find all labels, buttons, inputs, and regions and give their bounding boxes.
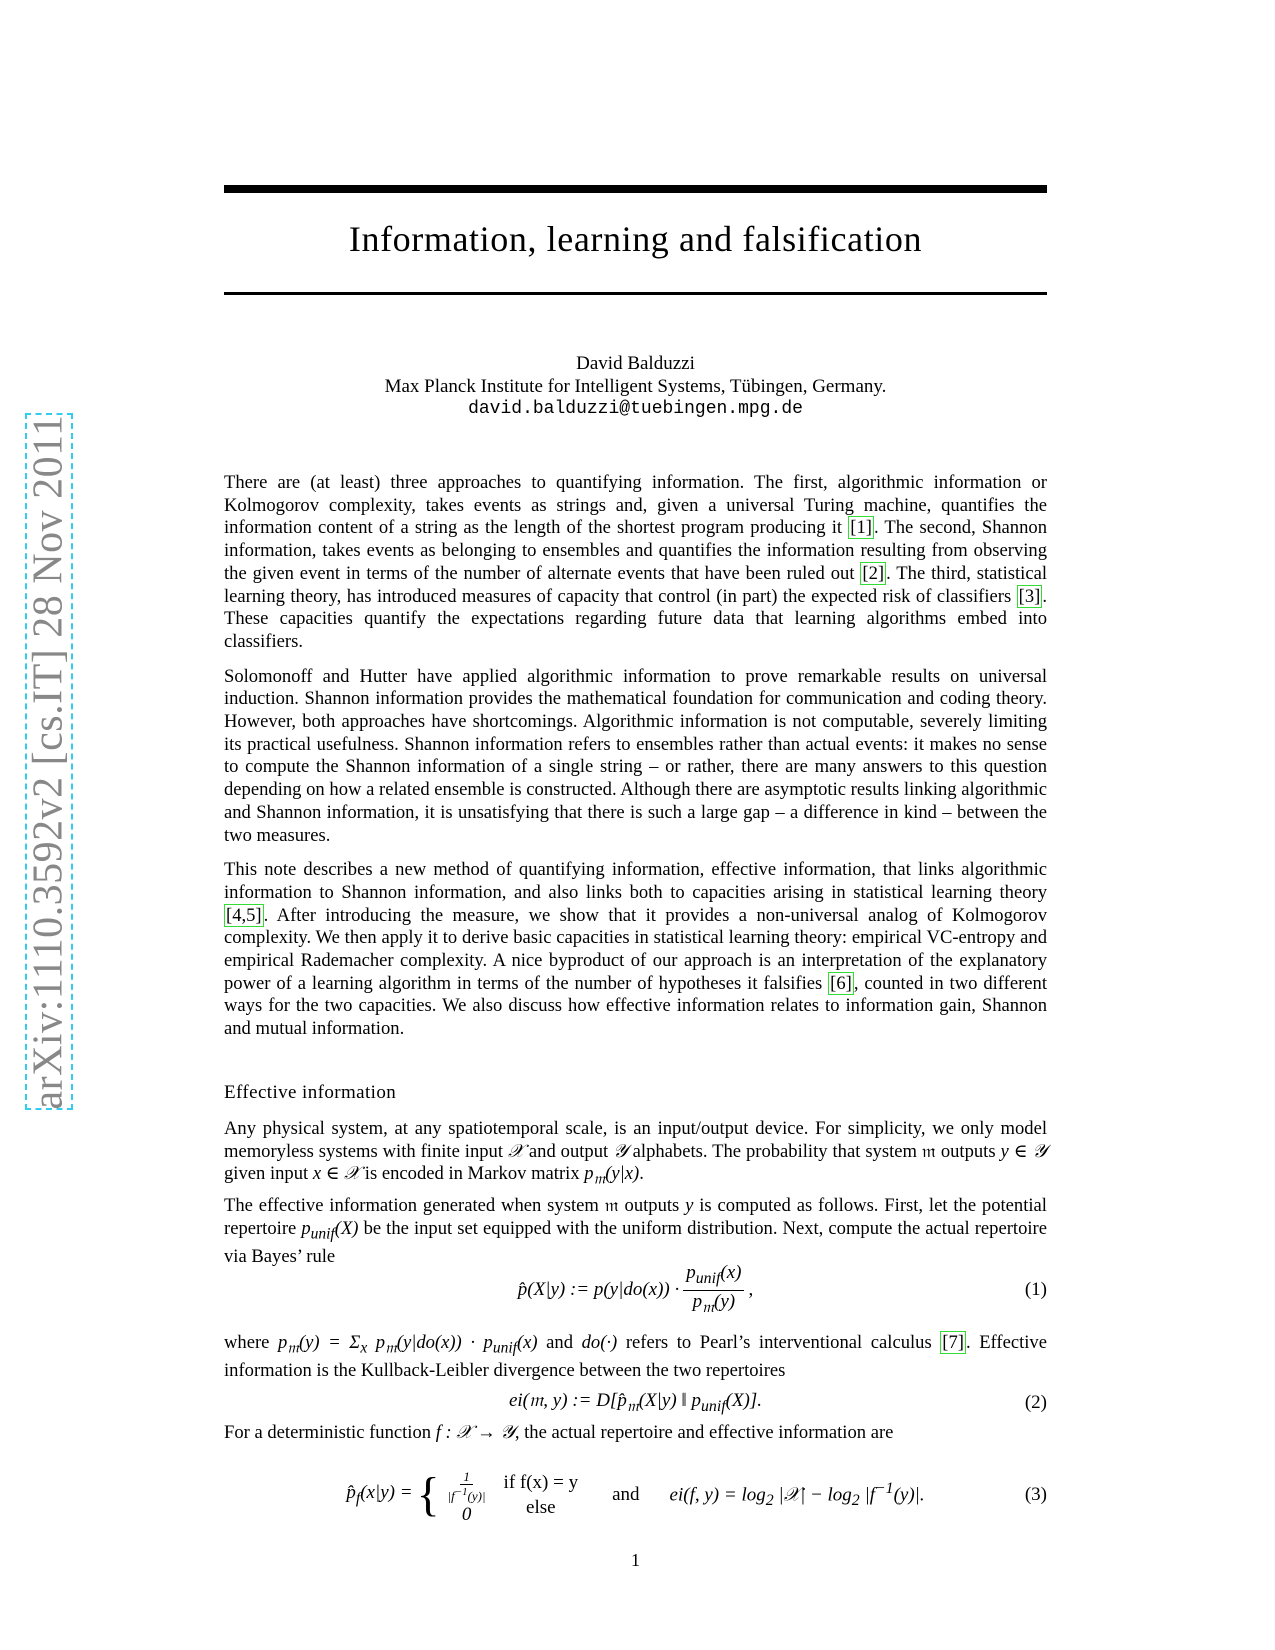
section-heading: Effective information — [224, 1082, 397, 1103]
citation-link[interactable]: [1] — [850, 517, 872, 539]
title-rule-bottom — [224, 292, 1047, 295]
equation-number: (1) — [1024, 1279, 1047, 1300]
title-rule-top — [224, 185, 1047, 193]
conjunction: and — [612, 1484, 640, 1505]
section-paragraph-1: Any physical system, at any spatiotemporal scale, is an input/output device. For simplicity, we only model memoryless systems with finite input 𝒳 and output 𝒴 alphabets. The probability that system 𝔪 outputs y ∈ 𝒴 given input x ∈ 𝒳 is encoded in Markov matrix $p_𝔪(y|x)$. — [224, 1118, 1047, 1189]
case-else: else — [526, 1496, 556, 1518]
author-email[interactable]: david.balduzzi@tuebingen.mpg.de — [468, 399, 803, 419]
author-block — [224, 352, 1047, 421]
author-name: David Balduzzi — [576, 353, 695, 374]
equation-3: $p̂_f(x|y)$ = { $\frac{1}{|f^{-1}(y)|}$ 0 if f(x) = y else and ei(f, $y) = \log_2$ |𝒳| − $\log_2 |f^{-1}(y)|$. (3) — [346, 1468, 1047, 1526]
paper-title: Information, learning and falsification — [348, 219, 923, 259]
section-paragraph-4: For a deterministic function f : 𝒳 → 𝒴, the actual repertoire and effective information are — [224, 1422, 894, 1443]
intro-paragraph-2: Solomonoff and Hutter have applied algorithmic information to prove remarkable results on universal induction. Shannon information provides the mathematical foundation for communication and coding theory. However, both approaches have shortcomings. Algorithmic information is not computable, severely limiting its practical usefulness. Shannon information refers to ensembles rather than actual events: it makes no sense to compute the Shannon information of a single string – or rather, there are many answers to this question depending on how a related ensemble is constructed. Although there are asymptotic results linking algorithmic and Shannon information, it is unsatisfying that there is such a large gap – a difference in kind – between the two measures. — [224, 665, 1047, 846]
arxiv-identifier: arXiv:1110.3592v2 [cs.IT] 28 Nov 2011 — [26, 413, 72, 1110]
citation-link[interactable]: [6] — [830, 972, 852, 994]
intro-text — [224, 472, 1047, 1041]
citation-link[interactable]: [7] — [942, 1332, 964, 1353]
citation-link[interactable]: [3] — [1018, 585, 1041, 607]
citation-link[interactable]: [4,5] — [226, 904, 262, 926]
author-affiliation: Max Planck Institute for Intelligent Systems, Tübingen, Germany. — [384, 376, 887, 397]
equation-1: p̂(X|y) := p(y|do(x)) · $\frac{p_{unif}(x)}{p_𝔪(y)}$ , (1) — [517, 1261, 1047, 1316]
equation-number: (2) — [1024, 1392, 1047, 1413]
arxiv-sidebar-stamp — [25, 413, 73, 1110]
section-paragraph-3: where $p_𝔪(y) = \Sigma_x$ $p_𝔪(y|do(x)) \cdot p_{unif}(x)$ and do(·) refers to Pearl’s interventional calculus [7] . Effective information is the Kullback-Leibler divergence between the two repertoires — [224, 1332, 1047, 1382]
equation-number: (3) — [1024, 1484, 1047, 1505]
case-condition: if f(x) = y — [503, 1471, 579, 1493]
intro-paragraph-1: There are (at least) three approaches to quantifying information. The first, algorithmic information or Kolmogorov complexity, takes events as strings and, given a universal Turing machine, quantifies the information content of a string as the length of the shortest program producing it [1] . The second, Shannon information, takes events as belonging to ensembles and quantifies the information resulting from observing the given event in terms of the number of alternate events that have been ruled out [2] . The third, statistical learning theory, has introduced measures of capacity that control (in part) the expected risk of classifiers [3] . These capacities quantify the expectations regarding future data that learning algorithms embed into classifiers. — [224, 472, 1047, 652]
intro-paragraph-3: This note describes a new method of quantifying information, effective information, that links algorithmic information to Shannon information, and also links both to capacities arising in statistical learning theory [4,5] . After introducing the measure, we show that it provides a non-universal analog of Kolmogorov complexity. We then apply it to derive basic capacities in statistical learning theory: empirical VC-entropy and empirical Rademacher complexity. A nice byproduct of our approach is an interpretation of the explanatory power of a learning algorithm in terms of the number of hypotheses it falsifies [6] , counted in two different ways for the two capacities. We also discuss how effective information relates to information gain, Shannon and mutual information. — [224, 859, 1047, 1040]
equation-2: ei(𝔪, y) := $D[p̂_𝔪(X|y)$ ‖ $p_{unif}(X)$]. (2) — [508, 1390, 1047, 1415]
section-paragraph-2: The effective information generated when system 𝔪 outputs y is computed as follows. First, let the potential repertoire $p_{unif}(X)$ be the input set equipped with the uniform distribution. Next, compute the actual repertoire via Bayes’ rule — [224, 1195, 1047, 1268]
page-number: 1 — [631, 1550, 640, 1570]
citation-link[interactable]: [2] — [862, 562, 885, 584]
